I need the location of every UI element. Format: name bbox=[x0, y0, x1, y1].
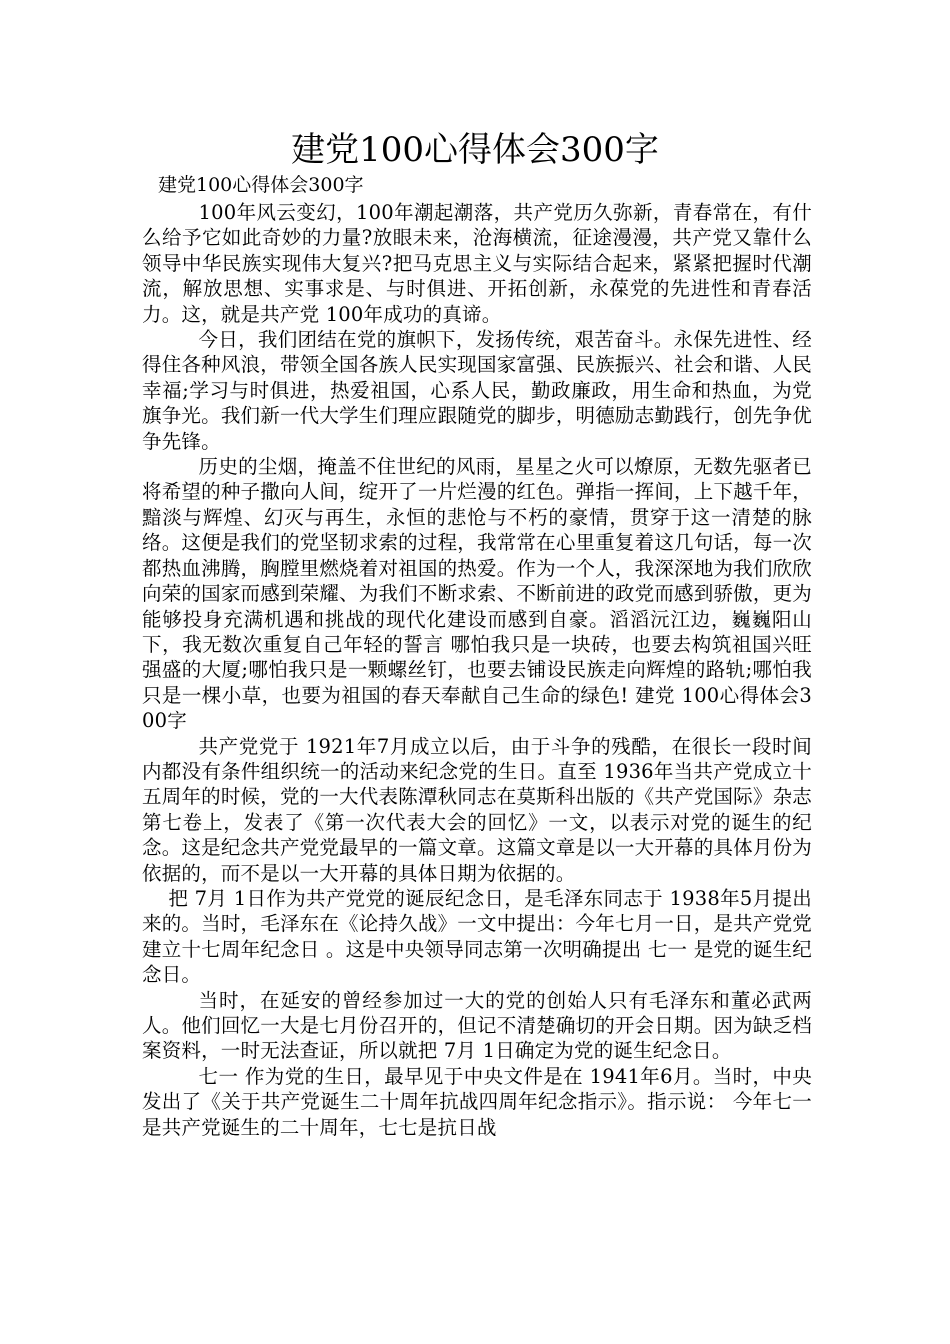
document-subtitle: 建党100心得体会300字 bbox=[158, 174, 364, 196]
paragraph: 共产党党于 1921年7月成立以后，由于斗争的残酷，在很长一段时间内都没有条件组织统一的活动来纪念党的生日。直至 1936年当共产党成立十五周年的时候，党的一大代表陈潭秋同志在莫斯科出版的《共产党国际》杂志第七卷上，发表了《第一次代表大会的回忆》一文，以表示对党的诞生的纪念。这是纪念共产党党最早的一篇文章。这篇文章是以一大开幕的具体月份为依据的，而不是以一大开幕的具体日期为依据的。 bbox=[142, 734, 812, 885]
document-body bbox=[142, 200, 812, 1140]
paragraph: 历史的尘烟，掩盖不住世纪的风雨，星星之火可以燎原，无数先驱者已将希望的种子撒向人间，绽开了一片烂漫的红色。弹指一挥间，上下越千年，黯淡与辉煌、幻灭与再生，永恒的悲怆与不朽的豪情，贯穿于这一清楚的脉络。这便是我们的党坚韧求索的过程，我常常在心里重复着这几句话，每一次都热血沸腾，胸膛里燃烧着对祖国的热爱。作为一个人，我深深地为我们欣欣向荣的国家而感到荣耀、为我们不断求索、不断前进的政党而感到骄傲，更为能够投身充满机遇和挑战的现代化建设而感到自豪。滔滔沅江边，巍巍阳山下，我无数次重复自己年轻的誓言 哪怕我只是一块砖，也要去构筑祖国兴旺强盛的大厦;哪怕我只是一颗螺丝钉，也要去铺设民族走向辉煌的路轨;哪怕我只是一棵小草，也要为祖国的春天奉献自己生命的绿色! 建党 100心得体会300字 bbox=[142, 455, 812, 733]
paragraph: 七一 作为党的生日，最早见于中央文件是在 1941年6月。当时，中央发出了《关于共产党诞生二十周年抗战四周年纪念指示》。指示说： 今年七一是共产党诞生的二十周年，七七是抗日战 bbox=[142, 1064, 812, 1139]
paragraph: 100年风云变幻，100年潮起潮落，共产党历久弥新，青春常在，有什么给予它如此奇妙的力量?放眼未来，沧海横流，征途漫漫，共产党又靠什么领导中华民族实现伟大复兴?把马克思主义与实际结合起来，紧紧把握时代潮流，解放思想、实事求是、与时俱进、开拓创新，永葆党的先进性和青春活力。这，就是共产党 100年成功的真谛。 bbox=[142, 201, 812, 326]
paragraph: 今日，我们团结在党的旗帜下，发扬传统，艰苦奋斗。永保先进性、经得住各种风浪，带领全国各族人民实现国家富强、民族振兴、社会和谐、人民幸福;学习与时俱进，热爱祖国，心系人民，勤政廉政，用生命和热血，为党旗争光。我们新一代大学生们理应跟随党的脚步，明德励志勤践行，创先争优争先锋。 bbox=[142, 328, 812, 453]
paragraph: 当时，在延安的曾经参加过一大的党的创始人只有毛泽东和董必武两人。他们回忆一大是七月份召开的，但记不清楚确切的开会日期。因为缺乏档案资料，一时无法查证，所以就把 7月 1日确定为党的诞生纪念日。 bbox=[142, 988, 812, 1063]
paragraph: 把 7月 1日作为共产党党的诞辰纪念日，是毛泽东同志于 1938年5月提出来的。当时，毛泽东在《论持久战》一文中提出：今年七月一日，是共产党党建立十七周年纪念日 。这是中央领导同志第一次明确提出 七一 是党的诞生纪念日。 bbox=[142, 886, 812, 987]
document-title: 建党100心得体会300字 bbox=[291, 130, 659, 170]
